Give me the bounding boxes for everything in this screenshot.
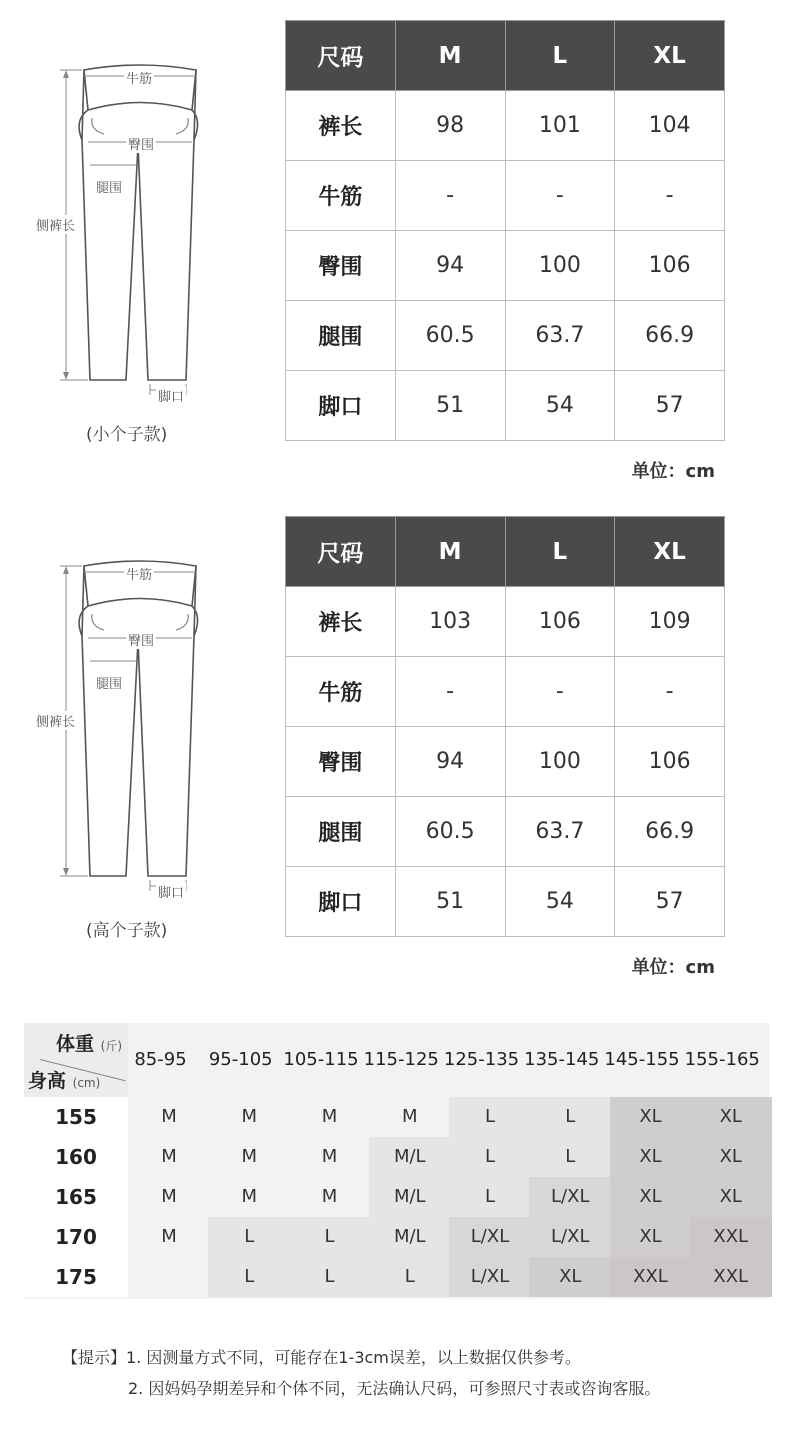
hip-label: 臀围: [126, 134, 156, 153]
table-row: [286, 727, 725, 797]
table-cell: 54: [505, 867, 615, 937]
header-cell: L: [505, 21, 615, 91]
table-cell: 106: [615, 231, 725, 301]
size-cell: L: [449, 1177, 531, 1217]
size-cell: M: [289, 1137, 371, 1177]
table-cell: -: [615, 161, 725, 231]
unit-label: 单位：cm: [631, 957, 715, 978]
table-cell: 100: [505, 231, 615, 301]
size-cell: M: [289, 1097, 371, 1137]
pants-diagram-tall: [20, 546, 260, 986]
size-cell: L: [208, 1217, 290, 1257]
table-cell: -: [615, 657, 725, 727]
size-cell: XXL: [610, 1257, 692, 1297]
row-label: 臀围: [286, 231, 396, 301]
weight-unit: (斤): [100, 1039, 123, 1053]
height-row-header: 170: [24, 1217, 128, 1257]
row-label: 腿围: [286, 301, 396, 371]
size-section-tall: [0, 496, 790, 986]
size-cell: M: [289, 1177, 371, 1217]
size-cell: XXL: [690, 1217, 772, 1257]
table-cell: 94: [395, 727, 505, 797]
weight-label: 体重: [56, 1033, 95, 1055]
size-cell: L: [529, 1137, 611, 1177]
tip-prefix: 【提示】: [62, 1348, 127, 1367]
diagram-caption: (小个子款): [86, 425, 168, 445]
table-cell: 66.9: [615, 301, 725, 371]
table-cell: 60.5: [395, 301, 505, 371]
weight-range-header: 125-135: [443, 1049, 520, 1070]
size-cell: L: [289, 1217, 371, 1257]
table-cell: 106: [505, 587, 615, 657]
row-label: 裤长: [286, 587, 396, 657]
height-row-header: 175: [24, 1257, 128, 1297]
table-row: [286, 867, 725, 937]
table-cell: 109: [615, 587, 725, 657]
table-cell: -: [505, 161, 615, 231]
table-cell: 106: [615, 727, 725, 797]
table-row: [286, 231, 725, 301]
table-row: [286, 161, 725, 231]
size-cell: M/L: [369, 1217, 451, 1257]
table-cell: -: [395, 161, 505, 231]
size-cell: M/L: [369, 1137, 451, 1177]
tips-notes: [62, 1342, 660, 1404]
waist-label: 牛筋: [124, 68, 154, 87]
table-cell: 57: [615, 371, 725, 441]
row-label: 脚口: [286, 371, 396, 441]
table-cell: 101: [505, 91, 615, 161]
table-row: [286, 587, 725, 657]
size-cell: L: [208, 1257, 290, 1297]
table-cell: 60.5: [395, 797, 505, 867]
waist-label: 牛筋: [124, 564, 154, 583]
table-cell: 100: [505, 727, 615, 797]
header-cell: M: [395, 21, 505, 91]
size-cell: M: [128, 1097, 210, 1137]
header-cell: XL: [615, 517, 725, 587]
size-section-petite: [0, 0, 790, 490]
height-row-header: 155: [24, 1097, 128, 1137]
weight-axis-label: [56, 1029, 122, 1056]
weight-range-header: 135-145: [524, 1049, 600, 1070]
size-cell: M: [128, 1137, 210, 1177]
table-row: [286, 91, 725, 161]
table-header-row: [286, 21, 725, 91]
size-cell: XL: [690, 1177, 772, 1217]
size-table-petite: [285, 20, 725, 441]
size-cell: L/XL: [449, 1217, 531, 1257]
table-cell: 54: [505, 371, 615, 441]
height-row-header: 165: [24, 1177, 128, 1217]
height-unit: (cm): [72, 1076, 101, 1090]
unit-label: 单位：cm: [631, 461, 715, 482]
thigh-label: 腿围: [94, 177, 124, 196]
size-recommendation-grid: [24, 1023, 770, 1299]
row-label: 牛筋: [286, 657, 396, 727]
table-header-row: [286, 517, 725, 587]
table-cell: 63.7: [505, 301, 615, 371]
row-label: 脚口: [286, 867, 396, 937]
table-cell: 94: [395, 231, 505, 301]
size-cell: L/XL: [449, 1257, 531, 1297]
table-cell: 57: [615, 867, 725, 937]
side-length-label: 侧裤长: [34, 711, 77, 730]
table-row: [286, 301, 725, 371]
weight-range-header: 155-165: [684, 1049, 760, 1070]
header-cell: L: [505, 517, 615, 587]
hem-label: 脚口: [156, 882, 186, 901]
row-label: 腿围: [286, 797, 396, 867]
table-cell: 63.7: [505, 797, 615, 867]
table-cell: 51: [395, 371, 505, 441]
row-label: 牛筋: [286, 161, 396, 231]
grid-corner-header: [24, 1023, 128, 1097]
header-cell: 尺码: [286, 21, 396, 91]
size-cell: M: [208, 1097, 290, 1137]
size-cell: XL: [610, 1137, 692, 1177]
row-label: 裤长: [286, 91, 396, 161]
size-cell: M: [128, 1217, 210, 1257]
size-cell: L: [449, 1097, 531, 1137]
header-cell: M: [395, 517, 505, 587]
weight-range-header: 145-155: [604, 1049, 680, 1070]
weight-range-header: 95-105: [208, 1049, 273, 1070]
row-label: 臀围: [286, 727, 396, 797]
hip-label: 臀围: [126, 630, 156, 649]
size-cell: L/XL: [529, 1217, 611, 1257]
diagram-caption: (高个子款): [86, 921, 168, 941]
size-cell: XL: [610, 1097, 692, 1137]
size-cell: XXL: [690, 1257, 772, 1297]
table-row: [286, 797, 725, 867]
size-cell: L: [449, 1137, 531, 1177]
header-cell: XL: [615, 21, 725, 91]
table-cell: -: [505, 657, 615, 727]
header-cell: 尺码: [286, 517, 396, 587]
table-cell: 104: [615, 91, 725, 161]
size-cell: L/XL: [529, 1177, 611, 1217]
tip-line-2: [62, 1373, 660, 1404]
size-cell: M: [369, 1097, 451, 1137]
size-cell: XL: [690, 1137, 772, 1177]
size-cell: XL: [529, 1257, 611, 1297]
size-cell: XL: [610, 1217, 692, 1257]
side-length-label: 侧裤长: [34, 215, 77, 234]
table-cell: 51: [395, 867, 505, 937]
hem-label: 脚口: [156, 386, 186, 405]
height-axis-label: [28, 1066, 100, 1093]
size-cell: M: [128, 1177, 210, 1217]
table-row: [286, 657, 725, 727]
height-row-header: 160: [24, 1137, 128, 1177]
size-cell: M/L: [369, 1177, 451, 1217]
size-cell: XL: [610, 1177, 692, 1217]
tip-text-1: 1. 因测量方式不同，可能存在1-3cm误差，以上数据仅供参考。: [126, 1348, 581, 1367]
table-cell: 103: [395, 587, 505, 657]
table-cell: 66.9: [615, 797, 725, 867]
size-cell: M: [208, 1177, 290, 1217]
pants-diagram-petite: [20, 50, 260, 490]
table-cell: -: [395, 657, 505, 727]
height-label: 身高: [28, 1070, 67, 1092]
tip-text-2: 2. 因妈妈孕期差异和个体不同，无法确认尺码，可参照尺寸表或咨询客服。: [128, 1379, 661, 1398]
tip-line-1: [62, 1342, 660, 1373]
thigh-label: 腿围: [94, 673, 124, 692]
table-cell: 98: [395, 91, 505, 161]
size-cell: L: [289, 1257, 371, 1297]
weight-range-header: 105-115: [283, 1049, 359, 1070]
size-cell: M: [208, 1137, 290, 1177]
size-cell: [128, 1257, 210, 1297]
weight-range-header: 115-125: [363, 1049, 439, 1070]
weight-range-header: 85-95: [134, 1049, 187, 1070]
table-row: [286, 371, 725, 441]
size-cell: XL: [690, 1097, 772, 1137]
size-cell: L: [369, 1257, 451, 1297]
size-cell: L: [529, 1097, 611, 1137]
size-table-tall: [285, 516, 725, 937]
